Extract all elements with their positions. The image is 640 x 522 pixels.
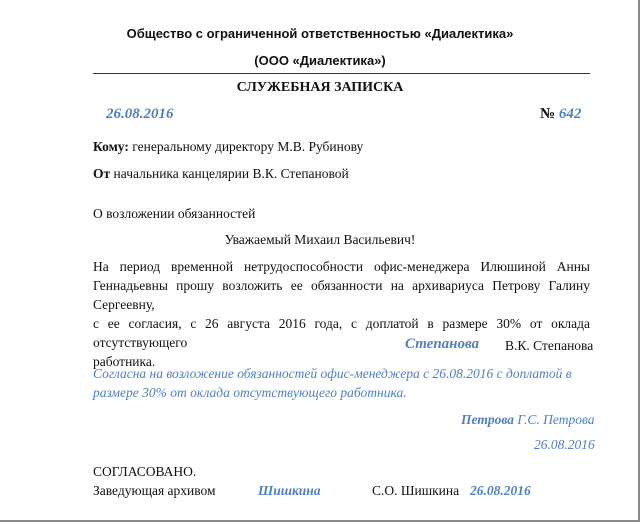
approval-date: 26.08.2016 bbox=[470, 483, 531, 498]
approval-name: С.О. Шишкина bbox=[372, 483, 460, 498]
sender-line bbox=[93, 166, 349, 182]
consent-line: Согласна на возложение обязанностей офис-менеджера с 26.08.2016 с доплатой в bbox=[93, 366, 572, 381]
subject: О возложении обязанностей bbox=[93, 206, 256, 221]
consent-line: размере 30% от оклада отсутствующего работника. bbox=[93, 385, 407, 400]
consent-date: 26.08.2016 bbox=[534, 437, 595, 452]
number-label: № bbox=[540, 106, 556, 122]
greeting: Уважаемый Михаил Васильевич! bbox=[224, 232, 416, 247]
body-line: На период временной нетрудоспособности офис-менеджера Илюшиной Анны bbox=[93, 259, 590, 274]
consent-name: Г.С. Петрова bbox=[517, 412, 595, 427]
recipient-line bbox=[93, 139, 363, 155]
body-line: с ее согласия, с 26 августа 2016 года, с доплатой в размере 30% от оклада отсутствующего bbox=[93, 316, 590, 350]
document-date: 26.08.2016 bbox=[106, 106, 174, 122]
header-divider bbox=[93, 73, 590, 74]
approval-heading: СОГЛАСОВАНО. bbox=[93, 464, 197, 479]
approval-position: Заведующая архивом bbox=[93, 483, 216, 498]
author-name: В.К. Степанова bbox=[505, 338, 594, 353]
sender-value: начальника канцелярии В.К. Степановой bbox=[113, 166, 349, 181]
sender-label: От bbox=[93, 166, 111, 181]
org-full-name: Общество с ограниченной ответственностью «Диалектика» bbox=[126, 26, 514, 41]
consent-sign: Петрова bbox=[461, 412, 515, 427]
body-line: работника. bbox=[93, 354, 156, 369]
recipient-value: генеральному директору М.В. Рубинову bbox=[132, 139, 364, 154]
recipient-label: Кому: bbox=[93, 139, 129, 154]
consent-signature bbox=[461, 412, 595, 428]
org-short-name: (ООО «Диалектика») bbox=[254, 53, 386, 68]
document-number bbox=[540, 106, 581, 123]
approval-sign: Шишкина bbox=[258, 483, 321, 498]
author-signature: Степанова bbox=[405, 336, 480, 352]
body-line: Геннадьевны прошу возложить ее обязанности на архивариуса Петрову Галину Сергеевну, bbox=[93, 278, 590, 312]
number-value: 642 bbox=[558, 106, 582, 122]
document-title: СЛУЖЕБНАЯ ЗАПИСКА bbox=[236, 80, 404, 95]
